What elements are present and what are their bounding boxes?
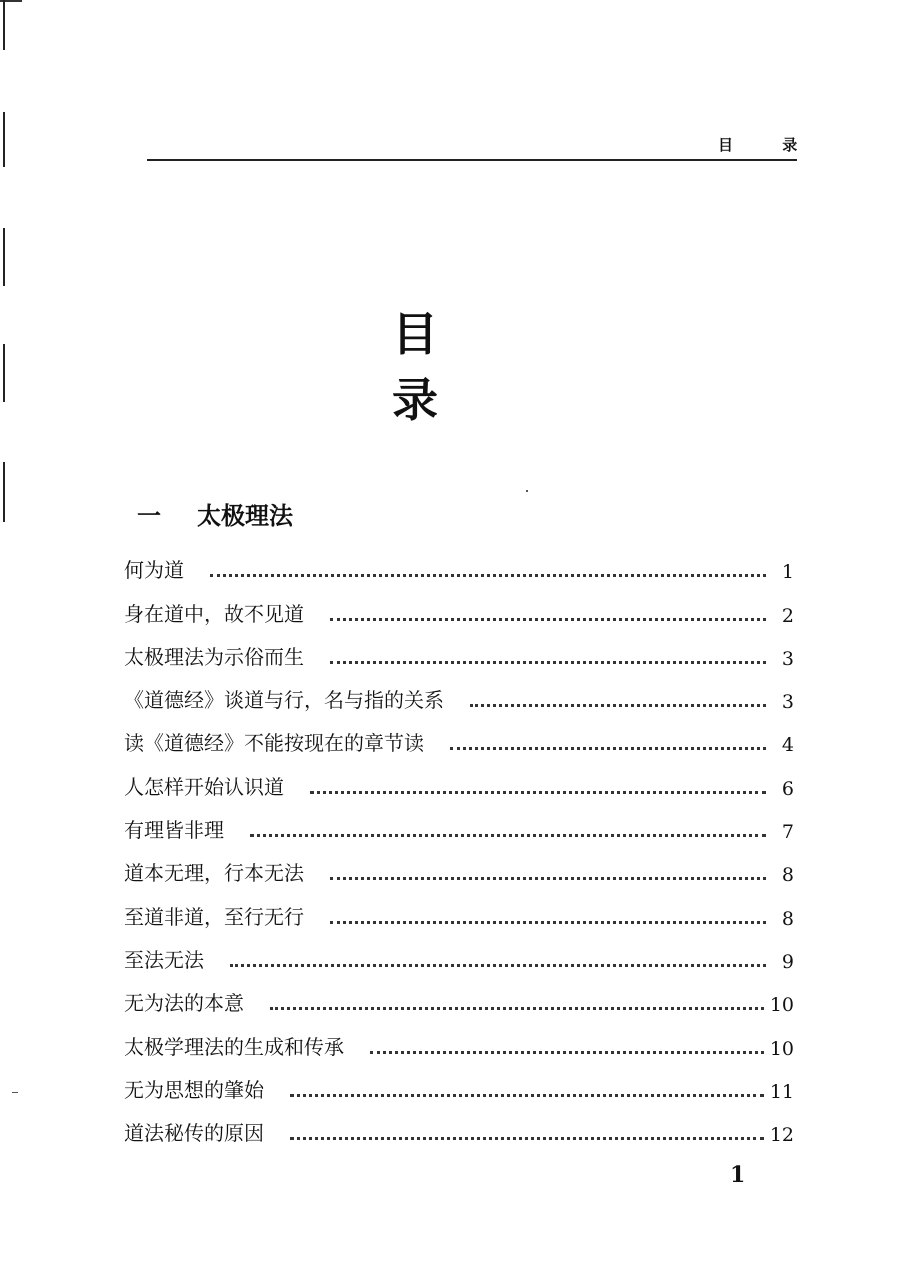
toc-leader-dots xyxy=(330,921,766,924)
toc-entry[interactable] xyxy=(124,713,794,756)
toc-entry-page: 10 xyxy=(769,1037,794,1060)
toc-entry-page: 12 xyxy=(769,1124,794,1147)
toc-leader-dots xyxy=(310,791,766,794)
toc-entry-page: 10 xyxy=(769,994,794,1017)
toc-entry-title: 有理皆非理 xyxy=(124,818,224,843)
toc-leader-dots xyxy=(230,964,766,967)
toc-entry[interactable] xyxy=(124,670,794,713)
section-heading xyxy=(137,496,293,531)
toc-leader-dots xyxy=(250,834,766,837)
header-rule xyxy=(147,159,797,161)
scan-margin-mark xyxy=(3,228,5,286)
toc-entry-page: 3 xyxy=(781,691,794,714)
toc-entry-title: 无为法的本意 xyxy=(124,991,244,1016)
toc-entry-title: 《道德经》谈道与行，名与指的关系 xyxy=(124,688,444,713)
toc-leader-dots xyxy=(370,1051,764,1054)
toc-entry-page: 1 xyxy=(781,561,794,584)
scan-margin-mark xyxy=(3,112,5,167)
section-title: 太极理法 xyxy=(197,502,293,530)
toc-entry[interactable] xyxy=(124,1103,794,1146)
toc-entry[interactable] xyxy=(124,886,794,929)
toc-leader-dots xyxy=(290,1137,764,1140)
toc-entry-page: 8 xyxy=(781,907,794,930)
toc-entry-page: 4 xyxy=(781,734,794,757)
toc-entry-page: 8 xyxy=(781,864,794,887)
toc-entry[interactable] xyxy=(124,843,794,886)
toc-entry-title: 身在道中，故不见道 xyxy=(124,601,304,626)
toc-entry[interactable] xyxy=(124,1060,794,1103)
toc-entry[interactable] xyxy=(124,1016,794,1059)
toc-leader-dots xyxy=(330,661,766,664)
toc-entry[interactable] xyxy=(124,583,794,626)
page-title: 目 录 xyxy=(392,307,488,427)
toc-entry-title: 无为思想的肇始 xyxy=(124,1077,264,1102)
toc-entry-title: 道本无理，行本无法 xyxy=(124,861,304,886)
toc-leader-dots xyxy=(450,747,766,750)
toc-entry-title: 至法无法 xyxy=(124,947,204,972)
toc-leader-dots xyxy=(290,1094,764,1097)
toc-entry-page: 9 xyxy=(781,950,794,973)
toc-entry-page: 3 xyxy=(781,647,794,670)
scan-speck xyxy=(12,1092,18,1093)
toc-entry-title: 太极理法为示俗而生 xyxy=(124,644,304,669)
toc-leader-dots xyxy=(470,704,766,707)
toc-entry-title: 何为道 xyxy=(124,558,184,583)
toc-leader-dots xyxy=(330,618,766,621)
toc-entry-page: 2 xyxy=(781,604,794,627)
scan-margin-mark xyxy=(3,462,5,522)
toc-entry-title: 太极学理法的生成和传承 xyxy=(124,1034,344,1059)
toc-leader-dots xyxy=(210,574,766,577)
toc-entry-title: 读《道德经》不能按现在的章节读 xyxy=(124,731,424,756)
section-number: 一 xyxy=(137,502,161,530)
scan-speck xyxy=(526,490,528,492)
toc-leader-dots xyxy=(330,877,766,880)
table-of-contents xyxy=(124,540,794,1146)
running-head: 目 录 xyxy=(718,136,820,154)
toc-entry[interactable] xyxy=(124,973,794,1016)
toc-entry-page: 6 xyxy=(781,777,794,800)
toc-entry-page: 11 xyxy=(769,1080,794,1103)
toc-entry[interactable] xyxy=(124,627,794,670)
toc-entry-title: 至道非道，至行无行 xyxy=(124,904,304,929)
page-number: 1 xyxy=(730,1162,746,1188)
toc-entry[interactable] xyxy=(124,930,794,973)
toc-entry-page: 7 xyxy=(781,821,794,844)
toc-entry[interactable] xyxy=(124,756,794,799)
toc-leader-dots xyxy=(270,1007,764,1010)
toc-entry[interactable] xyxy=(124,800,794,843)
scan-margin-mark xyxy=(3,344,5,402)
toc-entry-title: 人怎样开始认识道 xyxy=(124,774,284,799)
toc-entry[interactable] xyxy=(124,540,794,583)
scan-margin-mark xyxy=(3,0,5,50)
toc-entry-title: 道法秘传的原因 xyxy=(124,1121,264,1146)
